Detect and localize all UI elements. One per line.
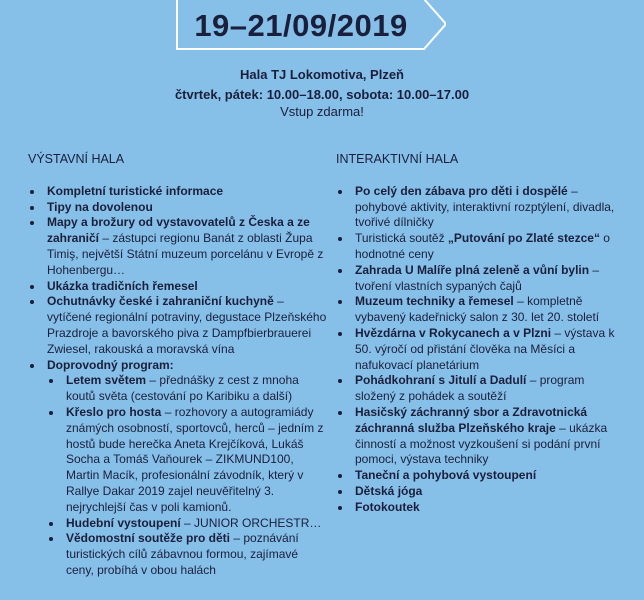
- item-description: – výstava k 50. výročí od přistání člověka na Měsíci a nafukovací planetárium: [355, 325, 615, 372]
- list-item: [336, 468, 626, 484]
- item-title: Vědomostní soutěže pro děti: [66, 531, 231, 546]
- item-title: Doprovodný program:: [47, 357, 174, 372]
- list-item: [336, 484, 626, 500]
- item-title: Letem světem: [66, 373, 147, 388]
- item-title: Fotokoutek: [355, 499, 420, 514]
- event-date: 19–21/09/2019: [194, 8, 408, 43]
- item-title: Kompletní turistické informace: [47, 183, 224, 198]
- program-item: [47, 405, 328, 516]
- item-title: Křeslo pro hosta: [66, 404, 162, 419]
- program-item: [47, 373, 328, 405]
- program-list: [47, 373, 328, 578]
- list-item: [28, 358, 328, 579]
- item-description: – kompletně vybavený kadeřnický salon z 30. let 20. století: [355, 294, 600, 325]
- item-description: – rozhovory a autogramiády známých osobností, sportovců, herců – jedním z hostů bude herečka Aneta Krejčíková, Lukáš Socha a Tomáš Vaňourek – ZIKMUND100, Martin Macík, profesionální závodník, který v Rallye Dakar 2019 zajel neuvěřitelný 3. nejrychlejší čas v poli kamionů.: [66, 404, 324, 514]
- program-item: [47, 516, 328, 532]
- list-item: [336, 263, 626, 295]
- exhibition-hall-column: [28, 152, 328, 579]
- item-title: Ukázka tradičních řemesel: [47, 278, 198, 293]
- opening-hours: čtvrtek, pátek: 10.00–18.00, sobota: 10.00–17.00: [174, 87, 470, 102]
- list-item: [28, 279, 328, 295]
- item-description: – vytíčené regionální potraviny, degustace Plzeňského Prazdroje a bavorského piva z Dampfbierbrauerei Zwiesel, rakouská a moravská vína: [47, 294, 327, 356]
- list-item: [336, 184, 626, 231]
- item-title: Hasičský záchranný sbor a Zdravotnická záchranná služba Plzeňského kraje: [355, 404, 588, 435]
- date-banner: [176, 0, 446, 50]
- venue-name: Hala TJ Lokomotiva, Plzeň: [240, 67, 404, 82]
- list-item: [28, 215, 328, 278]
- item-title: Zahrada U Malíře plná zeleně a vůní bylin: [355, 262, 590, 277]
- list-item: [28, 184, 328, 200]
- exhibition-hall-list: [28, 184, 328, 579]
- item-title: „Putování po Zlaté stezce“: [447, 231, 600, 246]
- interactive-hall-list: [336, 184, 626, 516]
- item-description: – tvoření vlastních sypaných čajů: [355, 262, 600, 293]
- item-description: – přednášky z cest z mnoha koutů světa (cestování po Karibiku a další): [66, 373, 299, 404]
- item-description: Turistická soutěž: [355, 231, 448, 246]
- item-title: Pohádkohraní s Jitulí a Dadulí: [355, 373, 527, 388]
- item-description: – pohybové aktivity, interaktivní rozptýlení, divadla, tvořivé dílničky: [355, 183, 615, 230]
- item-title: Muzeum techniky a řemesel: [355, 294, 514, 309]
- item-title: Mapy a brožury od vystavovatelů z Česka a ze zahraničí: [47, 215, 310, 246]
- list-item: [336, 294, 626, 326]
- interactive-hall-column: [336, 152, 626, 516]
- item-title: Ochutnávky české i zahraniční kuchyně: [47, 294, 274, 309]
- list-item: [336, 326, 626, 373]
- item-description: – JUNIOR ORCHESTR…: [180, 515, 322, 530]
- exhibition-hall-heading: VÝSTAVNÍ HALA: [28, 152, 125, 166]
- item-title: Tipy na dovolenou: [47, 199, 153, 214]
- item-description: – ukázka činností a možnost vyzkoušení si podání první pomoci, výstava techniky: [355, 420, 608, 467]
- item-description: – poznávání turistických cílů zábavnou formou, zajímavé ceny, probíhá v obou halách: [66, 531, 299, 577]
- item-title: Dětská jóga: [355, 483, 423, 498]
- item-title: Hudební vystoupení: [66, 515, 181, 530]
- program-item: [47, 531, 328, 578]
- interactive-hall-heading: INTERAKTIVNÍ HALA: [336, 152, 459, 166]
- list-item: [336, 500, 626, 516]
- list-item: [336, 231, 626, 263]
- list-item: [28, 200, 328, 216]
- list-item: [336, 373, 626, 405]
- list-item: [28, 294, 328, 357]
- entry-note: Vstup zdarma!: [280, 104, 364, 119]
- item-description: – program složený z pohádek a soutěží: [355, 373, 585, 404]
- list-item: [336, 405, 626, 468]
- item-title: Hvězdárna v Rokycanech a v Plzni: [355, 325, 552, 340]
- item-title: Po celý den zábava pro děti i dospělé: [355, 183, 568, 198]
- item-description: o hodnotné ceny: [355, 231, 610, 261]
- item-description: – zástupci regionu Banát z oblasti Župa Timiş, největší Státní muzeum porcelánu v Evropě z Hohenbergu…: [47, 231, 324, 277]
- item-title: Taneční a pohybová vystoupení: [355, 468, 537, 483]
